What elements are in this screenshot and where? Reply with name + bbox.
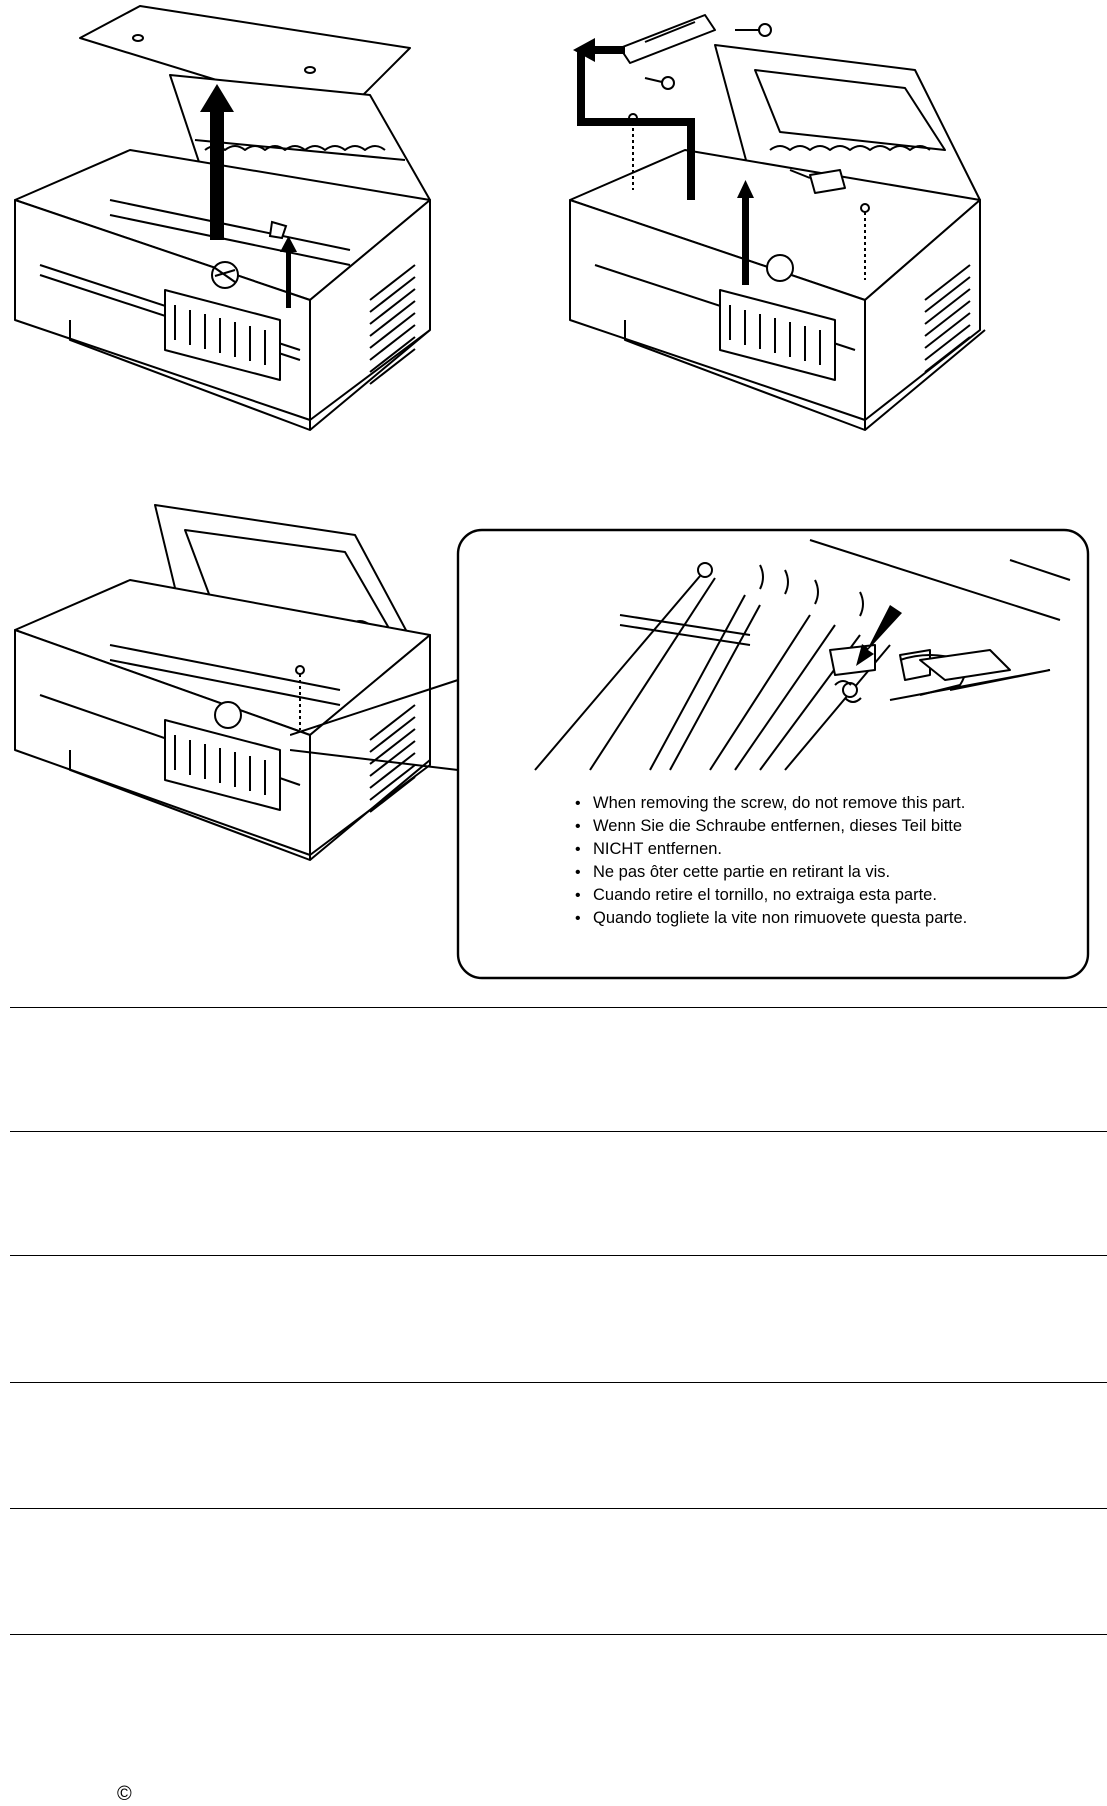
note-french: • Ne pas ôter cette partie en retirant la vis. xyxy=(575,861,1095,884)
divider-rule-5 xyxy=(10,1508,1107,1509)
divider-rule-3 xyxy=(10,1255,1107,1256)
note-spanish: • Cuando retire el tornillo, no extraiga esta parte. xyxy=(575,884,1095,907)
note-english: • When removing the screw, do not remove this part. xyxy=(575,792,1095,815)
bracket-removal-figure xyxy=(565,0,1005,470)
note-german: • Wenn Sie die Schraube entfernen, dieses Teil bitte xyxy=(575,815,1095,838)
divider-rule-6 xyxy=(10,1634,1107,1635)
divider-rule-1 xyxy=(10,1007,1107,1008)
printer-cover-removal-figure xyxy=(10,0,440,470)
note-german-continued: • NICHT entfernen. xyxy=(575,838,1095,861)
divider-rule-4 xyxy=(10,1382,1107,1383)
note-italian: • Quando togliete la vite non rimuovete questa parte. xyxy=(575,907,1095,930)
removal-notes-list xyxy=(575,792,1095,930)
copyright-mark: © xyxy=(117,1783,132,1805)
divider-rule-2 xyxy=(10,1131,1107,1132)
